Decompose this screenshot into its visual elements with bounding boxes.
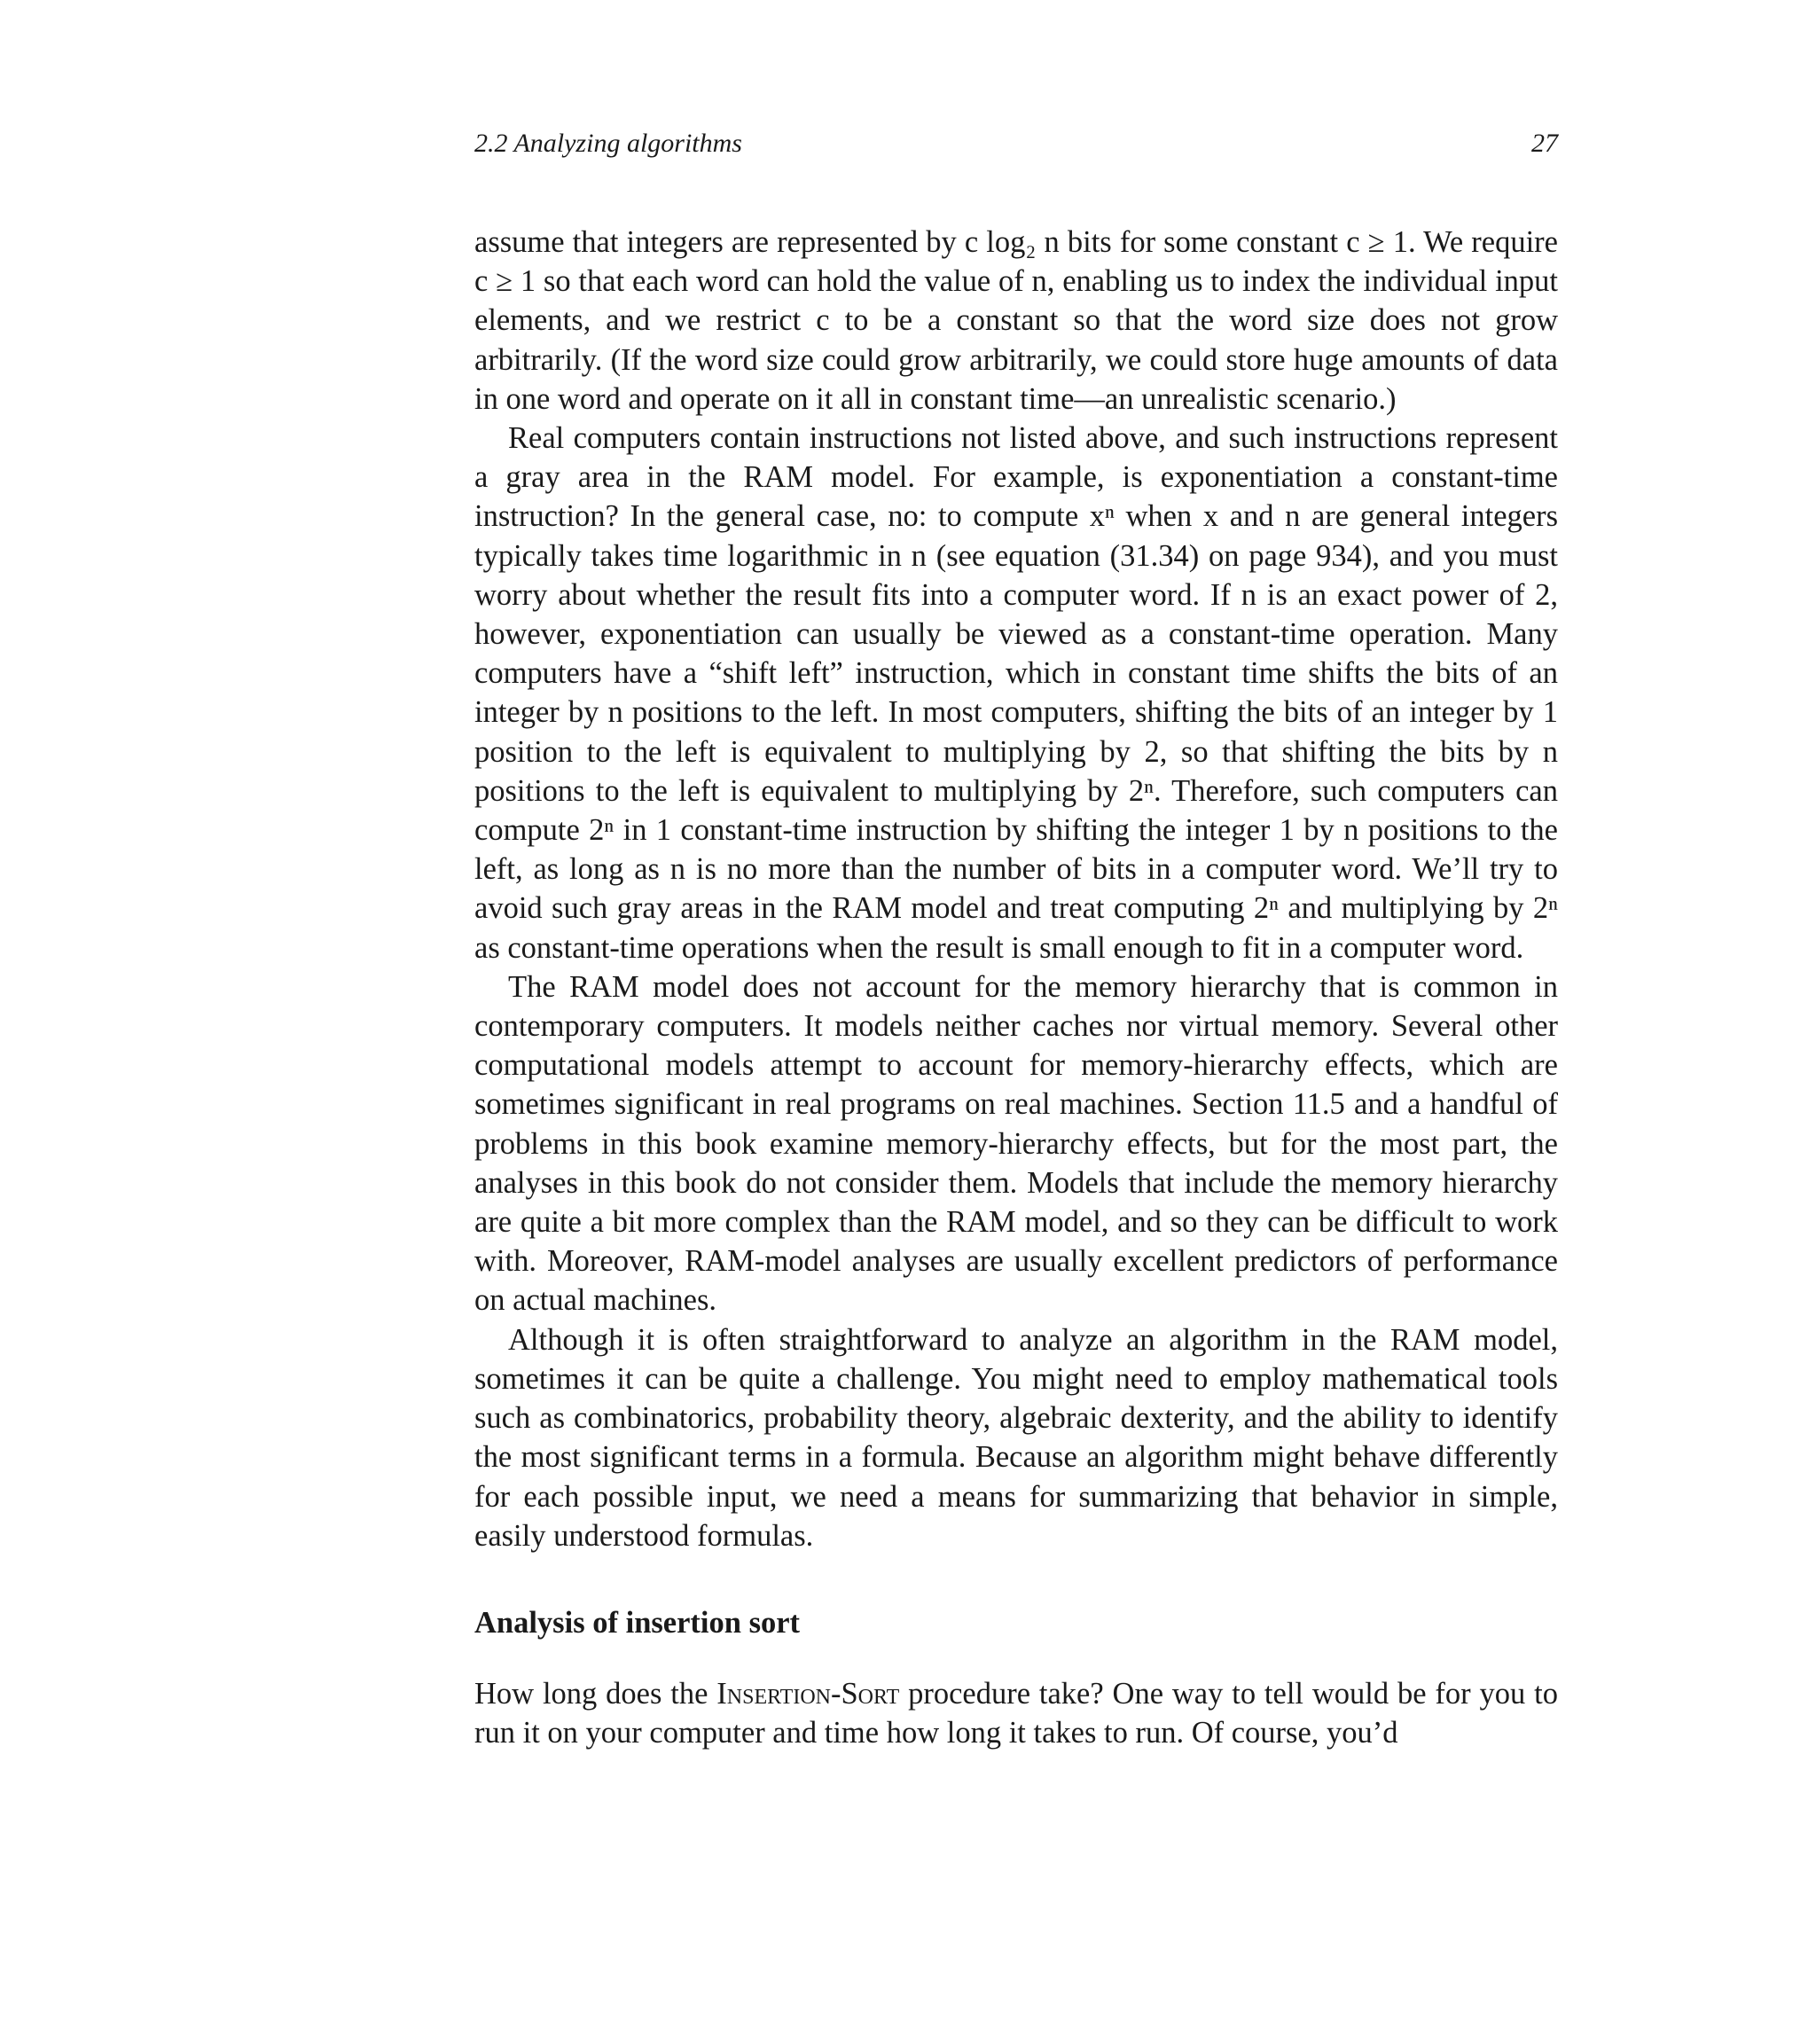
paragraph-3: The RAM model does not account for the memory hierarchy that is common in contemporary computers. It models neither caches nor virtual memory. Several other computational models attempt to account for memory-hierarchy effects, which are sometimes significant in real programs on real machines. Section 11.5 and a handful of problems in this book examine memory-hierarchy effects, but for the most part, the analyses in this book do not consider them. Models that include the memory hierarchy are quite a bit more complex than the RAM model, and so they can be difficult to work with. Moreover, RAM-model analyses are usually excellent predictors of performance on actual machines. — [474, 969, 1558, 1318]
section-title: 2.2 Analyzing algorithms — [474, 129, 742, 158]
paragraph-5 — [474, 1674, 1558, 1752]
paragraph-2: Real computers contain instructions not listed above, and such instructions represent a gray area in the RAM model. For example, is exponentiation a constant-time instruction? In the general case, no: to compute xⁿ when x and n are general integers typically takes time logarithmic in n (see equation (31.34) on page 934), and you must worry about whether the result fits into a computer word. If n is an exact power of 2, however, exponentiation can usually be viewed as a constant-time operation. Many computers have a “shift left” instruction, which in constant time shifts the bits of an integer by n positions to the left. In most computers, shifting the bits of an integer by 1 position to the left is equivalent to multiplying by 2, so that shifting the bits by n positions to the left is equivalent to multiplying by 2ⁿ. Therefore, such computers can compute 2ⁿ in 1 constant-time instruction by shifting the integer 1 by n positions to the left, as long as n is no more than the number of bits in a computer word. We’ll try to avoid such gray areas in the RAM model and treat computing 2ⁿ and multiplying by 2ⁿ as constant-time operations when the result is small enough to fit in a computer word. — [474, 421, 1558, 965]
procedure-name: Insertion-Sort — [716, 1676, 900, 1711]
paragraph-1: assume that integers are represented by c log₂ n bits for some constant c ≥ 1. We require c ≥ 1 so that each word can hold the value of n, enabling us to index the individual input elements, and we restrict c to be a constant so that the word size does not grow arbitrarily. (If the word size could grow arbitrarily, we could store huge amounts of data in one word and operate on it all in constant time—an unrealistic scenario.) — [474, 225, 1558, 416]
section-heading: Analysis of insertion sort — [474, 1605, 801, 1640]
paragraph-5-lead: How long does the — [474, 1676, 717, 1711]
body-text — [474, 223, 1558, 1752]
paragraph-4: Although it is often straightforward to analyze an algorithm in the RAM model, sometimes it can be quite a challenge. You might need to employ mathematical tools such as combinatorics, probability theory, algebraic dexterity, and the ability to identify the most significant terms in a formula. Because an algorithm might behave differently for each possible input, we need a means for summarizing that behavior in simple, easily understood formulas. — [474, 1322, 1558, 1553]
paragraph-5-rest: procedure take? One way to tell would be for you to run it on your computer and time how long it takes to run. Of course, you’d — [474, 1676, 1558, 1750]
page-number: 27 — [1531, 129, 1558, 158]
running-head — [474, 124, 1558, 163]
